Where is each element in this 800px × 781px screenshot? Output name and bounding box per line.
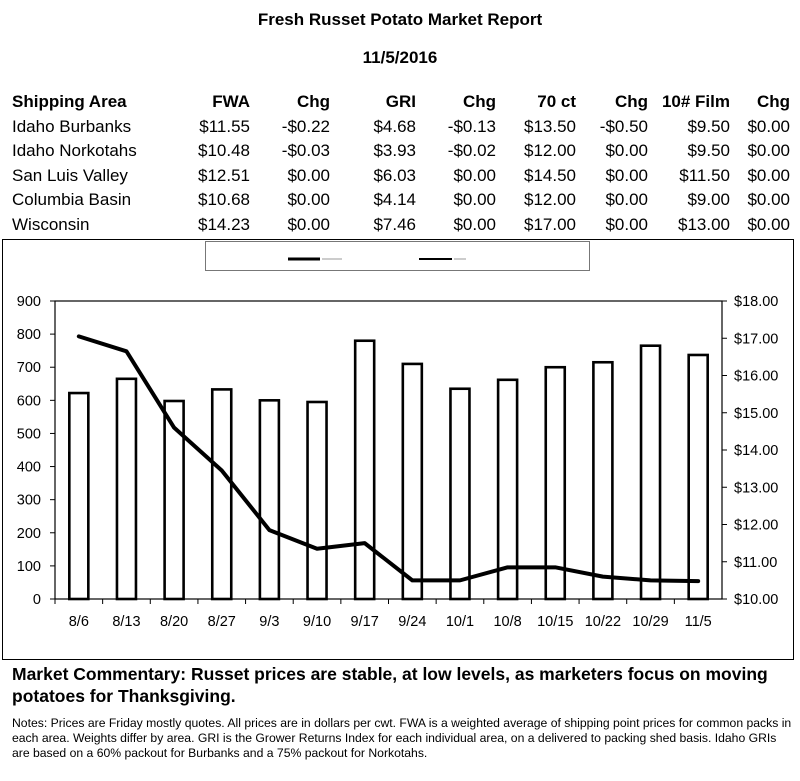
volume-bar — [355, 341, 374, 599]
shipping-area-cell: Idaho Norkotahs — [12, 141, 137, 161]
right-axis-tick-label: $12.00 — [734, 517, 779, 534]
column-header: Chg — [614, 92, 648, 112]
right-axis-tick-label: $13.00 — [734, 480, 779, 497]
right-axis-tick-label: $10.00 — [734, 592, 779, 608]
price-cell: $0.00 — [747, 116, 790, 136]
x-axis-tick-label: 9/24 — [398, 614, 427, 630]
right-axis-tick-label: $11.00 — [734, 554, 778, 571]
shipping-area-cell: Idaho Burbanks — [12, 116, 132, 136]
column-header: GRI — [385, 92, 416, 112]
price-cell: $12.00 — [524, 141, 576, 161]
price-cell: $0.00 — [747, 190, 790, 210]
x-axis-tick-label: 9/17 — [350, 614, 379, 630]
price-cell: $0.00 — [287, 165, 330, 185]
left-axis-tick-label: 600 — [16, 393, 41, 410]
price-cell: $0.00 — [287, 214, 330, 234]
x-axis-tick-label: 10/1 — [445, 614, 475, 630]
x-axis-tick-label: 10/29 — [632, 614, 669, 630]
left-axis-tick-label: 700 — [16, 360, 41, 377]
price-cell: $9.50 — [687, 116, 730, 136]
volume-bar — [450, 389, 469, 599]
shipping-area-cell: Wisconsin — [12, 214, 90, 234]
volume-bar — [689, 355, 708, 599]
column-header: Chg — [296, 92, 330, 112]
price-cell: $0.00 — [605, 214, 648, 234]
left-axis-tick-label: 400 — [16, 459, 41, 476]
right-axis-tick-label: $18.00 — [734, 294, 779, 310]
right-axis-tick-label: $16.00 — [734, 368, 779, 385]
column-header: Chg — [756, 92, 790, 112]
right-axis-tick-label: $17.00 — [734, 331, 779, 348]
price-cell: -$0.02 — [447, 141, 496, 161]
price-cell: $9.00 — [687, 190, 730, 210]
price-cell: $0.00 — [605, 141, 648, 161]
price-cell: $14.50 — [524, 165, 576, 185]
price-cell: $0.00 — [453, 190, 496, 210]
column-header: Shipping Area — [12, 92, 127, 112]
x-axis-tick-label: 8/20 — [159, 614, 189, 630]
price-cell: $0.00 — [747, 141, 790, 161]
price-cell: $0.00 — [453, 165, 496, 185]
x-axis-tick-label: 11/5 — [684, 614, 712, 630]
shipping-area-cell: San Luis Valley — [12, 165, 128, 185]
price-cell: $0.00 — [605, 165, 648, 185]
x-axis-tick-label: 8/27 — [207, 614, 236, 630]
price-cell: $13.50 — [524, 116, 576, 136]
price-cell: $6.03 — [373, 165, 416, 185]
volume-bar — [165, 401, 184, 599]
report-title: Fresh Russet Potato Market Report — [257, 10, 543, 29]
price-cell: -$0.13 — [447, 116, 496, 136]
price-cell: -$0.22 — [281, 116, 330, 136]
column-header: 70 ct — [537, 92, 576, 112]
price-cell: $0.00 — [287, 190, 330, 210]
price-cell: $11.55 — [199, 116, 250, 136]
price-cell: $9.50 — [687, 141, 730, 161]
price-cell: $10.48 — [198, 141, 250, 161]
volume-bar — [546, 367, 565, 599]
price-cell: $4.68 — [373, 116, 416, 136]
price-cell: $13.00 — [678, 214, 730, 234]
x-axis-tick-label: 9/10 — [302, 614, 332, 630]
right-axis-tick-label: $14.00 — [734, 443, 779, 459]
price-cell: $12.51 — [198, 165, 250, 185]
price-cell: -$0.50 — [599, 116, 648, 136]
left-axis-tick-label: 0 — [32, 592, 41, 608]
plot-area — [55, 301, 722, 599]
price-cell: $14.23 — [198, 214, 250, 234]
volume-bar — [308, 402, 327, 599]
volume-bar — [593, 362, 612, 599]
left-axis-tick-label: 200 — [16, 525, 41, 542]
price-cell: $4.14 — [373, 190, 416, 210]
price-cell: $17.00 — [524, 214, 576, 234]
column-header: 10# Film — [661, 92, 730, 112]
report-date: 11/5/2016 — [362, 48, 438, 67]
price-cell: $10.68 — [198, 190, 250, 210]
volume-bar — [260, 400, 279, 599]
price-cell: $0.00 — [453, 214, 496, 234]
x-axis-tick-label: 8/6 — [68, 614, 89, 630]
price-cell: $11.50 — [679, 165, 730, 185]
volume-bar — [117, 379, 136, 599]
left-axis-tick-label: 500 — [16, 426, 41, 443]
volume-bar — [69, 393, 88, 599]
price-cell: $3.93 — [373, 141, 416, 161]
column-header: FWA — [212, 92, 250, 112]
volume-bar — [641, 346, 660, 599]
left-axis-tick-label: 900 — [16, 294, 41, 310]
x-axis-tick-label: 10/8 — [493, 614, 522, 630]
x-axis-tick-label: 8/13 — [112, 614, 141, 630]
price-cell: $0.00 — [747, 165, 790, 185]
left-axis-tick-label: 800 — [16, 327, 41, 344]
price-cell: $0.00 — [747, 214, 790, 234]
price-cell: $12.00 — [524, 190, 576, 210]
volume-bar — [212, 389, 231, 599]
price-cell: $7.46 — [373, 214, 416, 234]
x-axis-tick-label: 9/3 — [259, 614, 280, 630]
shipping-area-cell: Columbia Basin — [12, 190, 132, 210]
price-cell: -$0.03 — [281, 141, 330, 161]
market-commentary: Market Commentary: Russet prices are stable, at low levels, as marketers focus on moving potatoes for Thanksgiving. — [12, 664, 768, 706]
right-axis-tick-label: $15.00 — [734, 405, 779, 422]
left-axis-tick-label: 300 — [16, 492, 41, 509]
notes: Notes: Prices are Friday mostly quotes. All prices are in dollars per cwt. FWA is a weighted average of shipping point prices for common packs in each area. Weights differ by area. GRI is the Grower Returns Index for each individual area, on a delivered to packing shed basis. Idaho GRIs are based on a 60% packout for Burbanks and a 75% packout for Norkotahs. — [12, 716, 792, 760]
volume-bar — [403, 364, 422, 599]
price-cell: $0.00 — [605, 190, 648, 210]
x-axis-tick-label: 10/15 — [537, 614, 574, 630]
left-axis-tick-label: 100 — [16, 558, 41, 575]
x-axis-tick-label: 10/22 — [584, 614, 622, 630]
column-header: Chg — [462, 92, 496, 112]
